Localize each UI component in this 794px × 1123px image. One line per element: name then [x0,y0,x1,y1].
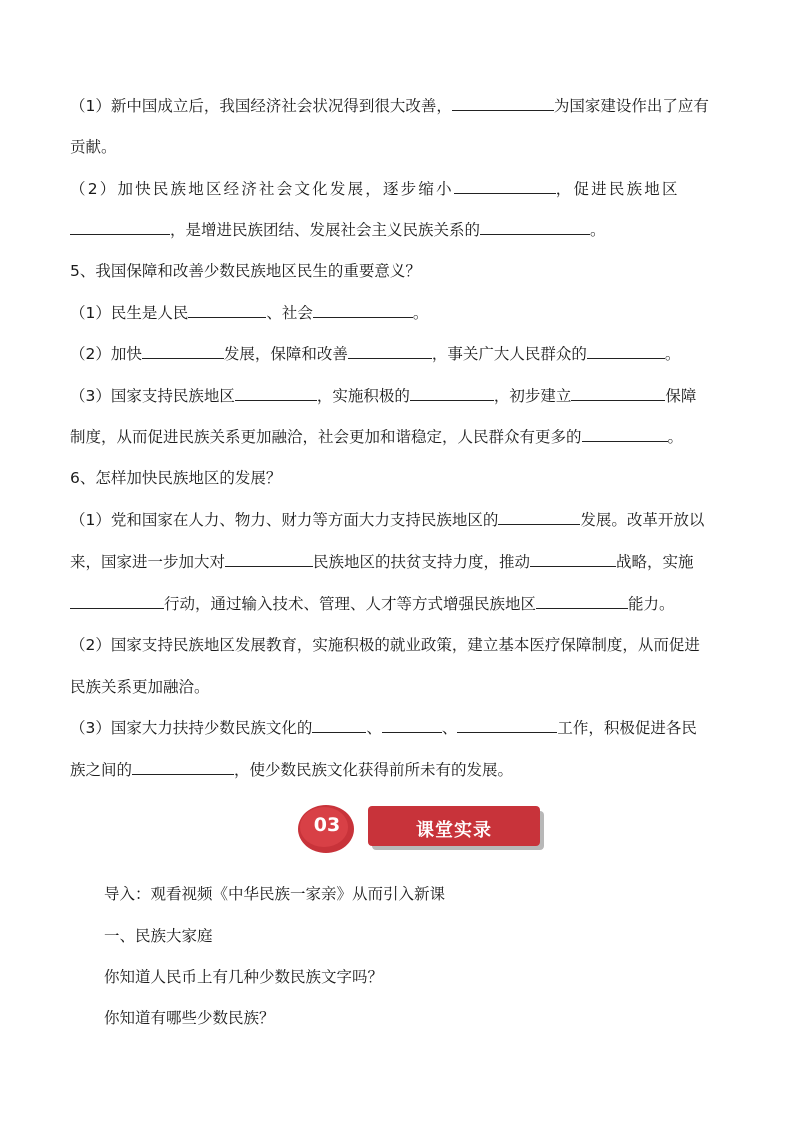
answer-blank[interactable] [498,510,580,525]
text: ，初步建立 [493,387,572,405]
answer-blank[interactable] [480,220,590,235]
text: 你知道有哪些少数民族？ [104,1009,275,1027]
answer-blank[interactable] [582,427,668,442]
text: ，事关广大人民群众的 [431,345,587,363]
q4-item1-line1 [70,96,730,116]
text: 。 [667,428,684,446]
text: 发展。改革开放以 [580,511,705,529]
text: 。 [664,345,681,363]
answer-blank[interactable] [312,718,366,733]
text: （3）国家支持民族地区 [70,387,235,405]
text: 、社会 [266,304,313,322]
text: 制度，从而促进民族关系更加融洽，社会更加和谐稳定，人民群众有更多的 [70,428,582,446]
q5-item3-line2 [70,427,730,447]
answer-blank[interactable] [410,386,494,401]
text: 行动，通过输入技术、管理、人才等方式增强民族地区 [164,595,537,613]
q6-item1-line1 [70,510,730,530]
text: （2）国家支持民族地区发展教育，实施积极的就业政策，建立基本医疗保障制度，从而促进 [70,636,700,654]
q6-title [70,468,730,488]
text: 战略，实施 [616,553,694,571]
text: 你知道人民币上有几种少数民族文字吗？ [104,968,384,986]
answer-blank[interactable] [348,344,432,359]
text: （2）加快民族地区经济社会文化发展，逐步缩小 [70,180,454,198]
answer-blank[interactable] [587,344,665,359]
text: （1）党和国家在人力、物力、财力等方面大力支持民族地区的 [70,511,499,529]
text: 、 [441,719,458,737]
record-heading [104,926,764,946]
question-title: 5、我国保障和改善少数民族地区民生的重要意义？ [70,262,421,280]
answer-blank[interactable] [457,718,557,733]
q5-title [70,261,730,281]
answer-blank[interactable] [571,386,665,401]
q4-item1-line2 [70,137,730,157]
text: 民族关系更加融洽。 [70,678,210,696]
q6-item1-line3 [70,594,730,614]
text: 发展，保障和改善 [223,345,348,363]
answer-blank[interactable] [70,220,170,235]
text: 。 [412,304,429,322]
question-title: 6、怎样加快民族地区的发展？ [70,469,282,487]
q5-item1 [70,303,730,323]
text: （1）新中国成立后，我国经济社会状况得到很大改善， [70,97,452,115]
answer-blank[interactable] [188,303,266,318]
text: 能力。 [628,595,675,613]
record-question-2 [104,1008,764,1028]
section-number: 03 [313,814,341,836]
q6-item2-line1 [70,635,730,655]
text: （2）加快 [70,345,142,363]
text: 为国家建设作出了应有 [553,97,709,115]
answer-blank[interactable] [536,594,628,609]
answer-blank[interactable] [225,552,313,567]
q5-item2 [70,344,730,364]
q5-item3-line1 [70,386,730,406]
q4-item2-line2 [70,220,730,240]
record-question-1 [104,967,764,987]
q6-item3-line2 [70,760,730,780]
q6-item2-line2 [70,677,730,697]
answer-blank[interactable] [454,179,556,194]
section-title: 课堂实录 [416,820,492,841]
text: ，使少数民族文化获得前所未有的发展。 [234,761,514,779]
text: ，实施积极的 [316,387,410,405]
answer-blank[interactable] [452,96,554,111]
answer-blank[interactable] [382,718,442,733]
answer-blank[interactable] [142,344,224,359]
text: 导入：观看视频《中华民族一家亲》从而引入新课 [104,885,446,903]
q6-item3-line1 [70,718,730,738]
text: 族之间的 [70,761,133,779]
text: 一、民族大家庭 [104,927,213,945]
text: 贡献。 [70,138,117,156]
text: 工作，积极促进各民 [557,719,697,737]
text: （3）国家大力扶持少数民族文化的 [70,719,313,737]
text: ，是增进民族团结、发展社会主义民族关系的 [170,221,481,239]
answer-blank[interactable] [530,552,616,567]
text: 来，国家进一步加大对 [70,553,226,571]
text: （1）民生是人民 [70,304,189,322]
answer-blank[interactable] [235,386,317,401]
record-intro [104,884,764,904]
q4-item2-line1 [70,179,730,199]
q6-item1-line2 [70,552,730,572]
text: ，促进民族地区 [555,180,680,198]
text: 保障 [665,387,697,405]
text: 民族地区的扶贫支持力度，推动 [313,553,531,571]
answer-blank[interactable] [132,760,234,775]
answer-blank[interactable] [70,594,164,609]
answer-blank[interactable] [313,303,413,318]
text: 。 [590,221,606,239]
text: 、 [366,719,382,737]
